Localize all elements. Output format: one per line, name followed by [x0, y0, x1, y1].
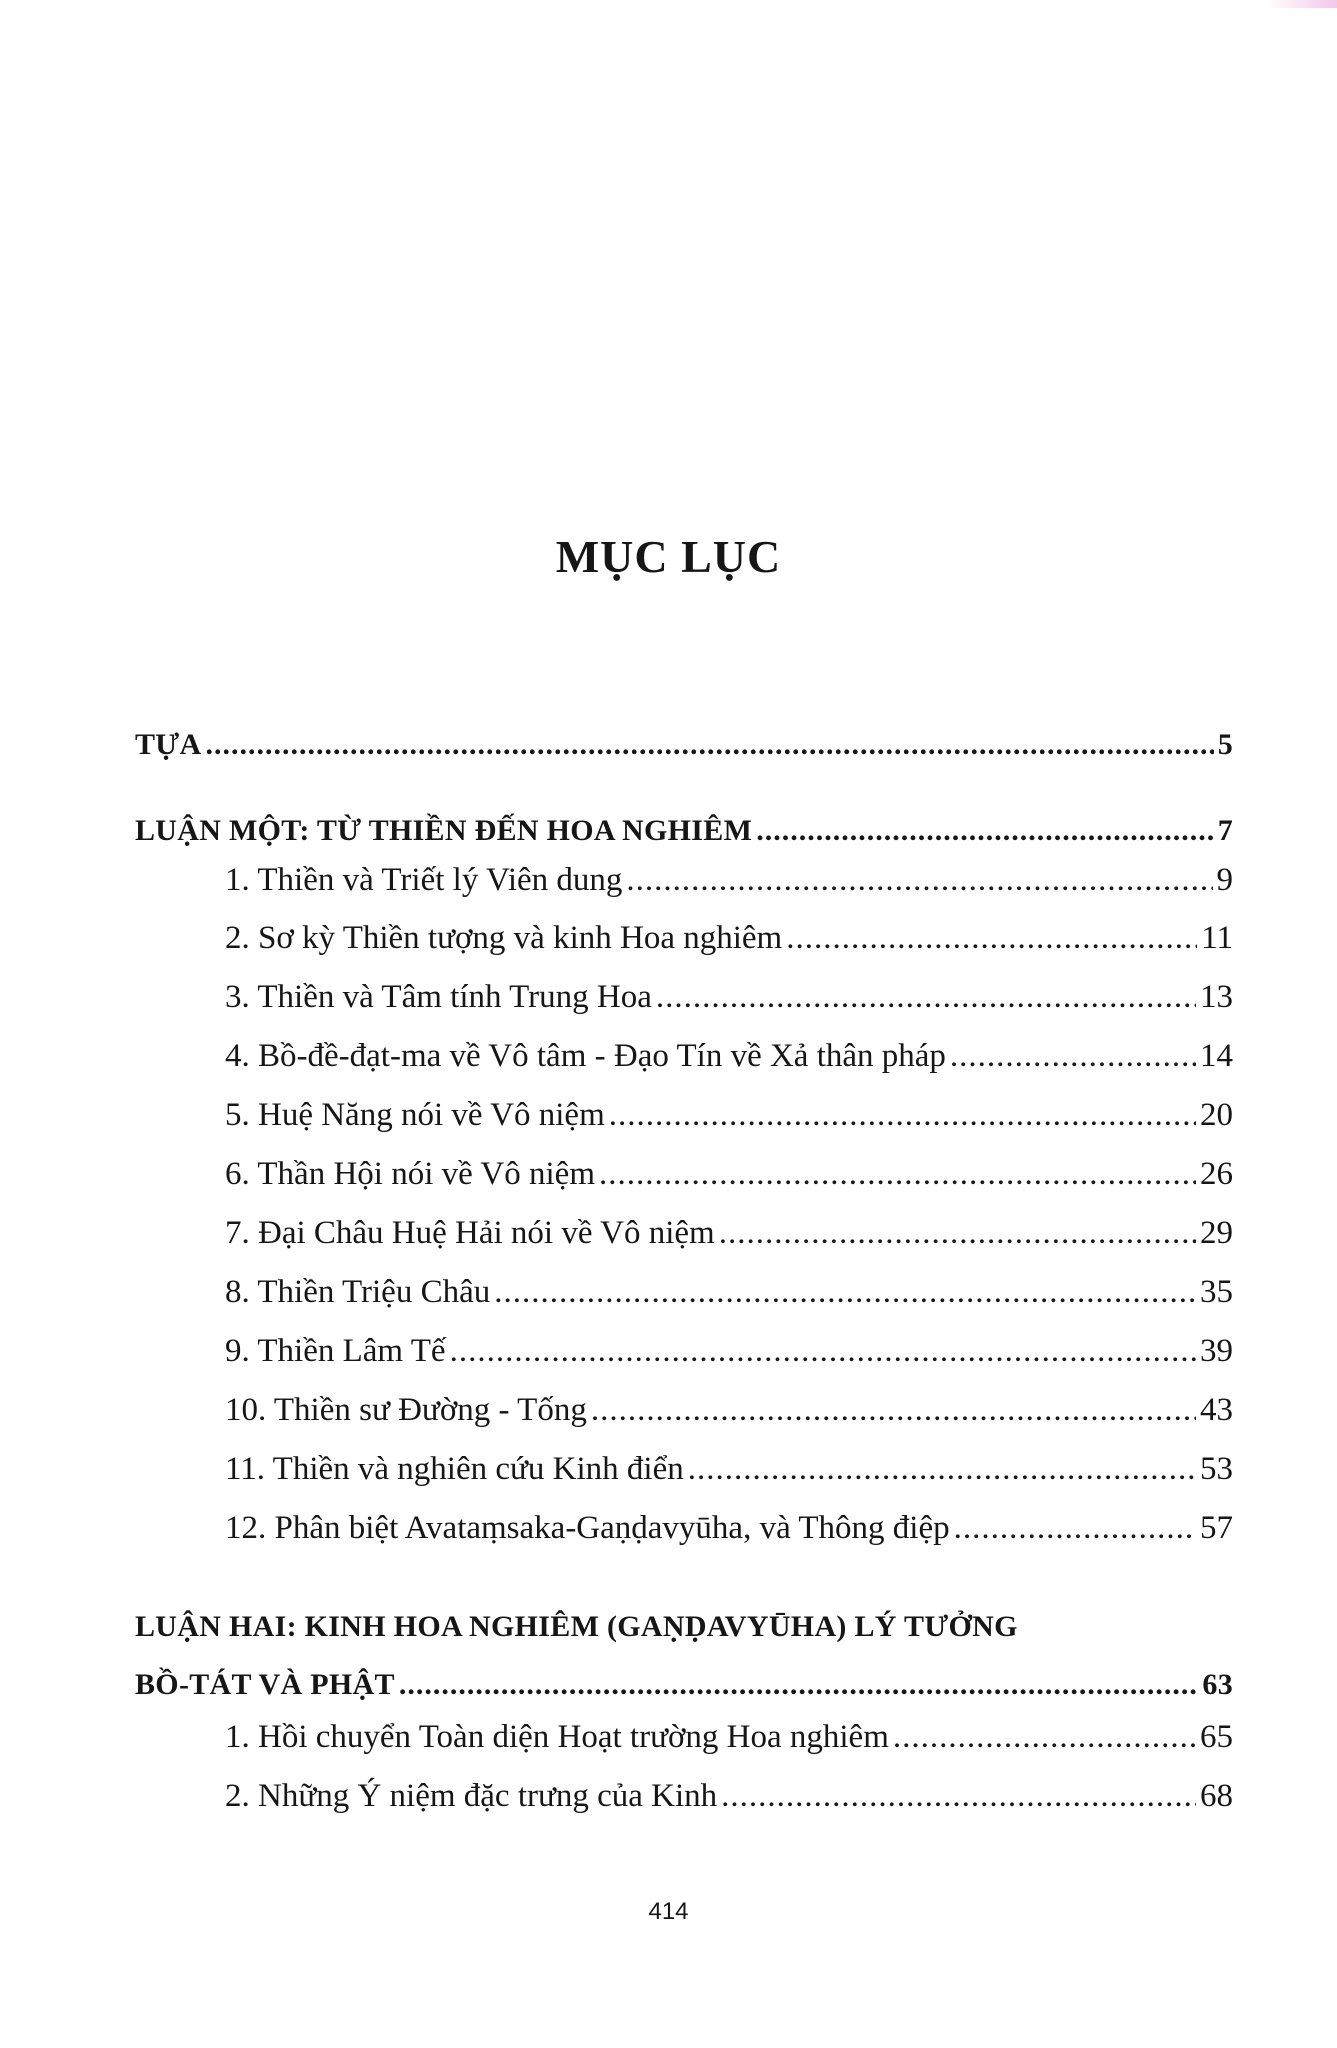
toc-entry-label: 11. Thiền và nghiên cứu Kinh điển: [225, 1451, 684, 1487]
leader-dots: [399, 1665, 1199, 1705]
toc-entry-label: 1. Thiền và Triết lý Viên dung: [225, 862, 623, 898]
toc-entry-label: 12. Phân biệt Avataṃsaka-Gaṇḍavyūha, và Thông điệp: [225, 1510, 950, 1546]
leader-dots: [450, 1331, 1196, 1371]
page-title: MỤC LỤC: [555, 531, 782, 582]
toc-entry: [225, 1036, 1233, 1076]
toc-entry-label: 2. Những Ý niệm đặc trưng của Kinh: [225, 1778, 718, 1814]
toc-entry: [225, 977, 1233, 1017]
leader-dots: [756, 811, 1214, 851]
leader-dots: [599, 1154, 1196, 1194]
toc-section-part-2: [135, 1665, 1233, 1705]
page-number: 414: [648, 1898, 689, 1925]
toc-section-part-1: [135, 811, 1233, 851]
toc-entry-page: 65: [1200, 1719, 1233, 1755]
toc-section-part-2-line-1: LUẬN HAI: KINH HOA NGHIÊM (GAṆḌAVYŪHA) LÝ TƯỞNG: [135, 1610, 1018, 1643]
leader-dots: [626, 860, 1212, 900]
toc-entry-label: 1. Hồi chuyển Toàn diện Hoạt trường Hoa nghiêm: [225, 1719, 889, 1755]
leader-dots: [893, 1717, 1196, 1757]
toc-entry-preface: [135, 725, 1233, 765]
toc-entry: [225, 1095, 1233, 1135]
toc-entry-label: 4. Bồ-đề-đạt-ma về Vô tâm - Đạo Tín về Xả thân pháp: [225, 1038, 946, 1074]
toc-entry: [225, 918, 1233, 958]
toc-section-label: BỒ-TÁT VÀ PHẬT: [135, 1668, 395, 1701]
toc-entry: [225, 860, 1233, 900]
toc-entry: [225, 1449, 1233, 1489]
toc-entry-page: 57: [1200, 1510, 1233, 1546]
leader-dots: [721, 1776, 1196, 1816]
toc-entry-label: 2. Sơ kỳ Thiền tượng và kinh Hoa nghiêm: [225, 920, 783, 956]
leader-dots: [591, 1390, 1196, 1430]
toc-entry: [225, 1272, 1233, 1312]
toc-entry-page: 35: [1200, 1274, 1233, 1310]
toc-entry-page: 13: [1200, 979, 1233, 1015]
toc-section-label: LUẬN MỘT: TỪ THIỀN ĐẾN HOA NGHIÊM: [135, 814, 753, 847]
toc-entry: [225, 1717, 1233, 1757]
toc-entry-label: 5. Huệ Năng nói về Vô niệm: [225, 1097, 605, 1133]
toc-entry-page: 68: [1200, 1778, 1233, 1814]
toc-entry: [225, 1390, 1233, 1430]
toc-entry-page: 11: [1201, 920, 1233, 956]
toc-entry: [225, 1508, 1233, 1548]
toc-entry-label: TỰA: [135, 728, 202, 761]
toc-entry: [225, 1154, 1233, 1194]
leader-dots: [954, 1508, 1196, 1548]
toc-entry-page: 26: [1200, 1156, 1233, 1192]
leader-dots: [950, 1036, 1196, 1076]
leader-dots: [609, 1095, 1196, 1135]
leader-dots: [494, 1272, 1196, 1312]
toc-entry-page: 43: [1200, 1392, 1233, 1428]
toc-entry-label: 8. Thiền Triệu Châu: [225, 1274, 491, 1310]
toc-entry-page: 14: [1200, 1038, 1233, 1074]
toc-section-page: 63: [1202, 1668, 1233, 1701]
toc-entry: [225, 1213, 1233, 1253]
toc-entry-label: 6. Thần Hội nói về Vô niệm: [225, 1156, 595, 1192]
leader-dots: [719, 1213, 1196, 1253]
leader-dots: [205, 725, 1213, 765]
leader-dots: [656, 977, 1196, 1017]
toc-entry-page: 39: [1200, 1333, 1233, 1369]
toc-entry: [225, 1776, 1233, 1816]
toc-entry-page: 5: [1217, 728, 1233, 761]
toc-section-page: 7: [1217, 814, 1233, 847]
toc-entry-page: 9: [1216, 862, 1233, 898]
toc-entry-label: 7. Đại Châu Huệ Hải nói về Vô niệm: [225, 1215, 715, 1251]
scan-edge-mark: [1267, 0, 1337, 8]
leader-dots: [786, 918, 1197, 958]
toc-entry-page: 53: [1200, 1451, 1233, 1487]
toc-entry-label: 10. Thiền sư Đường - Tống: [225, 1392, 587, 1428]
toc-entry-label: 3. Thiền và Tâm tính Trung Hoa: [225, 979, 652, 1015]
toc-entry-page: 29: [1200, 1215, 1233, 1251]
leader-dots: [688, 1449, 1196, 1489]
toc-entry: [225, 1331, 1233, 1371]
toc-entry-label: 9. Thiền Lâm Tế: [225, 1333, 446, 1369]
toc-entry-page: 20: [1200, 1097, 1233, 1133]
